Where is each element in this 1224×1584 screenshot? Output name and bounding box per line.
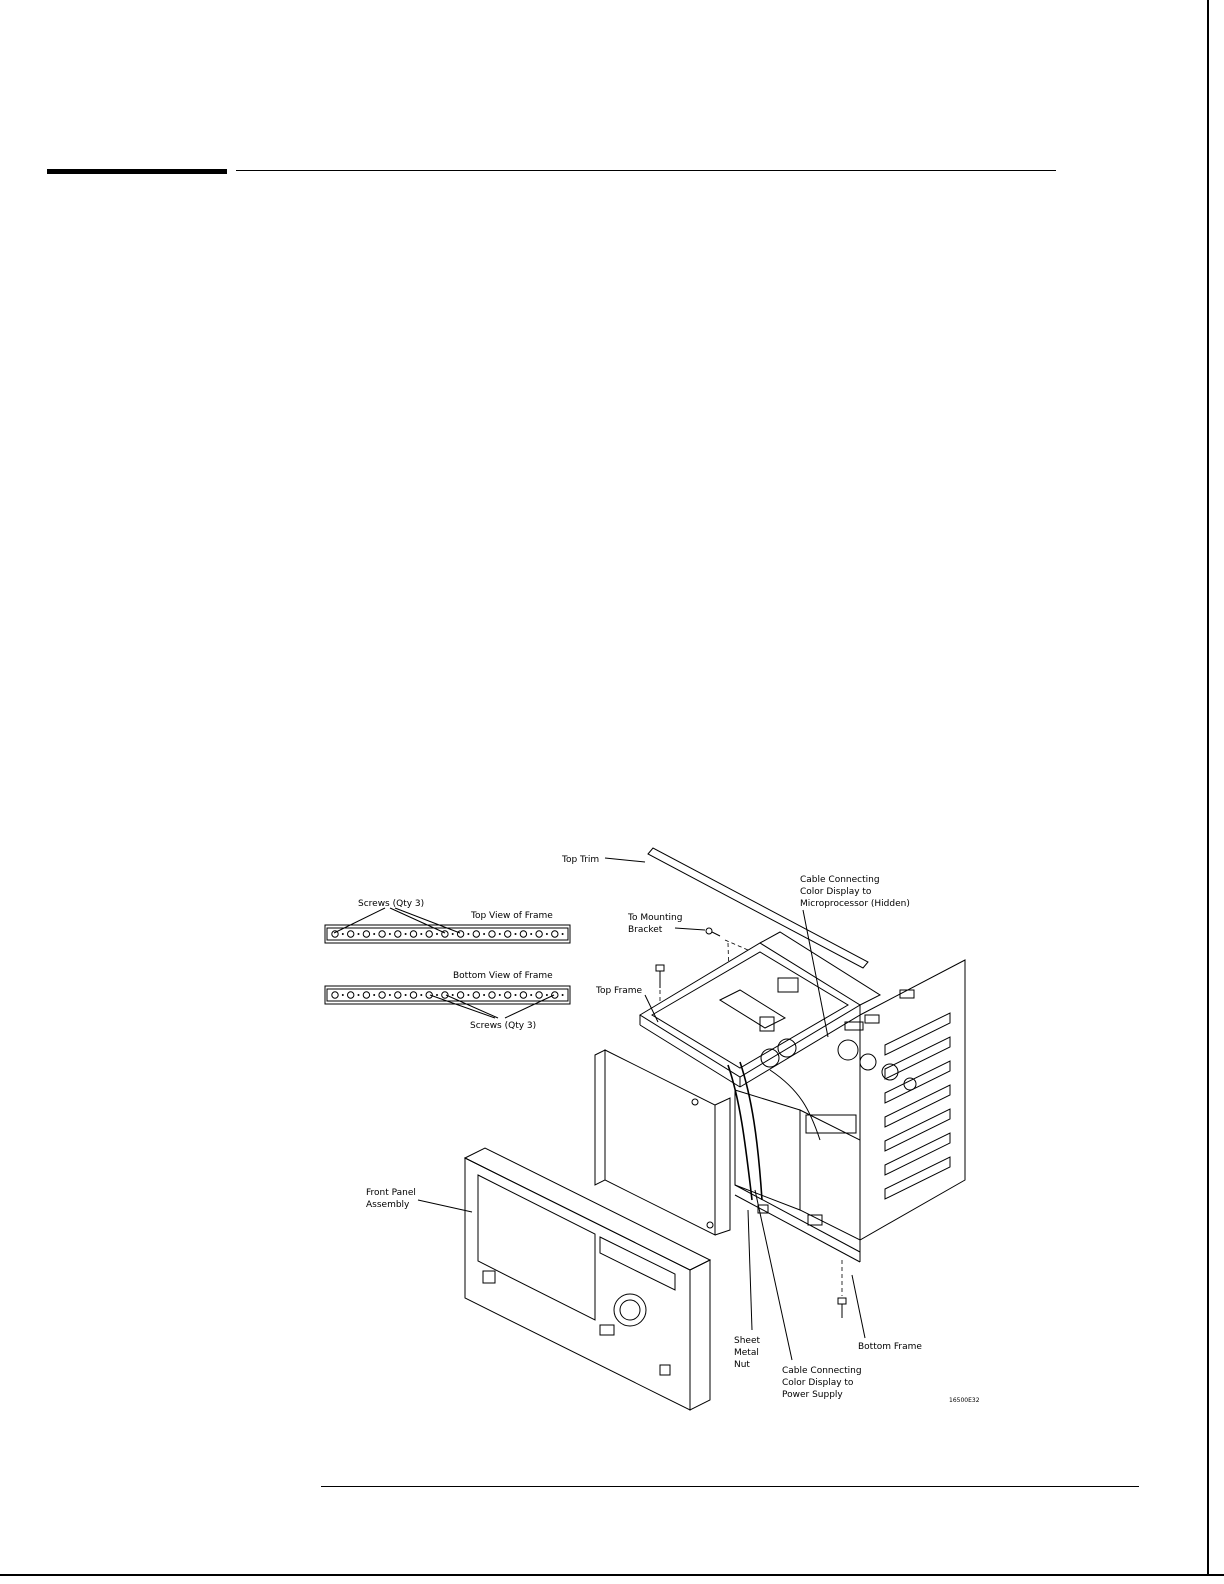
- rail-dot: [515, 994, 517, 996]
- label-cable-micro-1: Cable Connecting: [800, 875, 880, 885]
- label-front-panel-1: Front Panel: [366, 1188, 416, 1198]
- label-screws-top: Screws (Qty 3): [358, 899, 425, 909]
- label-top-trim: Top Trim: [562, 855, 600, 865]
- rail-dot: [499, 994, 501, 996]
- header-rule: [236, 170, 1056, 171]
- label-cable-power-3: Power Supply: [782, 1390, 843, 1400]
- label-cable-power-1: Cable Connecting: [782, 1366, 862, 1376]
- color-display-module: [595, 1050, 730, 1235]
- rail-dot: [452, 933, 454, 935]
- label-mounting-1: To Mounting: [628, 913, 683, 923]
- section-marker-bar: [47, 169, 227, 174]
- rail-dot: [420, 994, 422, 996]
- rail-dot: [530, 994, 532, 996]
- label-cable-micro-3: Microprocessor (Hidden): [800, 899, 910, 909]
- rail-dot: [515, 933, 517, 935]
- rail-dot: [373, 994, 375, 996]
- rail-dot: [436, 994, 438, 996]
- bottom-frame-screw: [838, 1298, 846, 1318]
- label-sheet-1: Sheet: [734, 1336, 761, 1346]
- label-top-view: Top View of Frame: [471, 911, 553, 921]
- rail-dot: [420, 933, 422, 935]
- rail-dot: [358, 933, 360, 935]
- label-sheet-3: Nut: [734, 1360, 750, 1370]
- rail-dot: [405, 994, 407, 996]
- page-bottom-border: [0, 1574, 1224, 1576]
- rail-dot: [562, 933, 564, 935]
- rail-dot: [562, 994, 564, 996]
- exploded-assembly-diagram: [300, 840, 1000, 1430]
- rail-dot: [436, 933, 438, 935]
- rail-dot: [546, 933, 548, 935]
- rail-dot: [530, 933, 532, 935]
- rail-dot: [342, 933, 344, 935]
- rail-dot: [405, 933, 407, 935]
- figure-id: 16500E32: [949, 1397, 980, 1404]
- label-bottom-view: Bottom View of Frame: [453, 971, 553, 981]
- rail-dot: [342, 994, 344, 996]
- rail-dot: [389, 994, 391, 996]
- rail-dot: [483, 933, 485, 935]
- rail-dot: [467, 933, 469, 935]
- rail-dot: [373, 933, 375, 935]
- rail-dot: [389, 933, 391, 935]
- label-top-frame: Top Frame: [596, 986, 643, 996]
- label-bottom-frame: Bottom Frame: [858, 1342, 922, 1352]
- rail-dot: [546, 994, 548, 996]
- label-screws-bottom: Screws (Qty 3): [470, 1021, 537, 1031]
- label-mounting-2: Bracket: [628, 925, 663, 935]
- mounting-bracket-screw: [706, 928, 720, 936]
- rail-dot: [358, 994, 360, 996]
- rail-dot: [499, 933, 501, 935]
- rail-dot: [483, 994, 485, 996]
- label-front-panel-2: Assembly: [366, 1200, 410, 1210]
- rail-dot: [467, 994, 469, 996]
- top-frame-screw: [656, 965, 664, 988]
- footer-rule: [321, 1486, 1139, 1487]
- rail-dot: [452, 994, 454, 996]
- label-cable-micro-2: Color Display to: [800, 887, 872, 897]
- label-cable-power-2: Color Display to: [782, 1378, 854, 1388]
- label-sheet-2: Metal: [734, 1348, 759, 1358]
- page-right-border: [1207, 0, 1209, 1575]
